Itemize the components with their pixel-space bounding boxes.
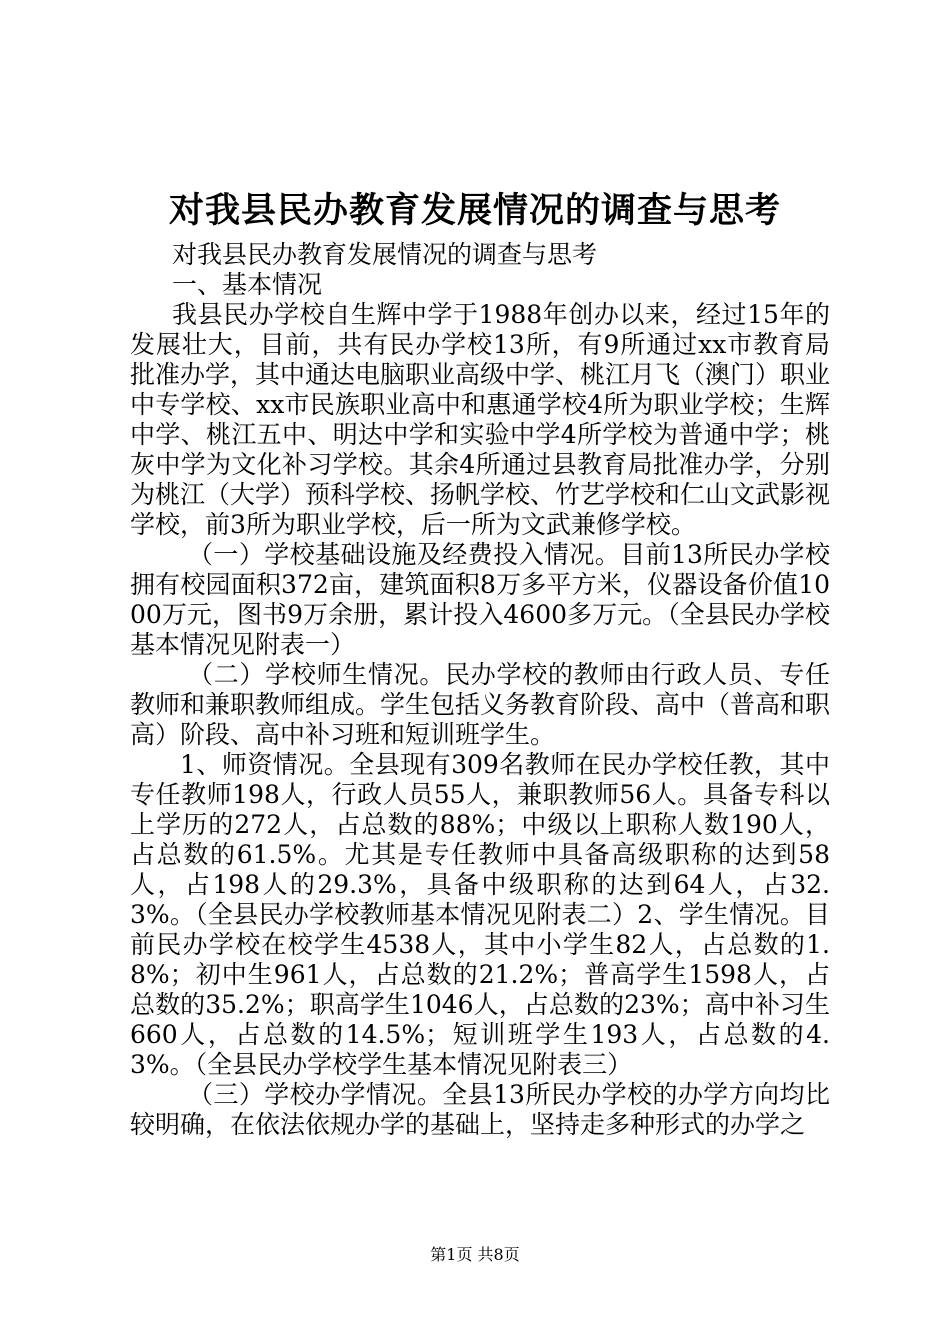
- body-paragraph: （三）学校办学情况。全县13所民办学校的办学方向均比较明确，在依法依规办学的基础上，坚持走多种形式的办学之: [130, 1080, 830, 1139]
- body-paragraph: （一）学校基础设施及经费投入情况。目前13所民办学校拥有校园面积372亩，建筑面积8万多平方米，仪器设备价值1000万元，图书9万余册，累计投入4600多万元。（全县民办学校基本情况见附表一）: [130, 540, 830, 659]
- page-footer: 第1页 共8页: [430, 1245, 520, 1264]
- body-paragraph: 1、师资情况。全县现有309名教师在民办学校任教，其中专任教师198人，行政人员55人，兼职教师56人。具备专科以上学历的272人，占总数的88%；中级以上职称人数190人，占总数的61.5%。尤其是专任教师中具备高级职称的达到58人，占198人的29.3%，具备中级职称的达到64人，占32.3%。（全县民办学校教师基本情况见附表二）2、学生情况。目前民办学校在校学生4538人，其中小学生82人，占总数的1.8%；初中生961人，占总数的21.2%；普高学生1598人，占总数的35.2%；职高学生1046人，占总数的23%；高中补习生660人，占总数的14.5%；短训班学生193人，占总数的4.3%。（全县民办学校学生基本情况见附表三）: [130, 750, 830, 1079]
- document-title: 对我县民办教育发展情况的调查与思考: [168, 190, 781, 231]
- body-paragraph: 我县民办学校自生辉中学于1988年创办以来，经过15年的发展壮大，目前，共有民办学校13所，有9所通过xx市教育局批准办学，其中通达电脑职业高级中学、桃江月飞（澳门）职业中专学校、xx市民族职业高中和惠通学校4所为职业学校；生辉中学、桃江五中、明达中学和实验中学4所学校为普通中学；桃灰中学为文化补习学校。其余4所通过县教育局批准办学，分别为桃江（大学）预科学校、扬帆学校、竹艺学校和仁山文武影视学校，前3所为职业学校，后一所为文武兼修学校。: [130, 300, 831, 539]
- document-body: [130, 240, 830, 1140]
- body-paragraph: （二）学校师生情况。民办学校的教师由行政人员、专任教师和兼职教师组成。学生包括义务教育阶段、高中（普高和职高）阶段、高中补习班和短训班学生。: [130, 660, 831, 749]
- subtitle-paragraph: 对我县民办教育发展情况的调查与思考: [172, 240, 598, 269]
- section-heading: 一、基本情况: [172, 270, 323, 299]
